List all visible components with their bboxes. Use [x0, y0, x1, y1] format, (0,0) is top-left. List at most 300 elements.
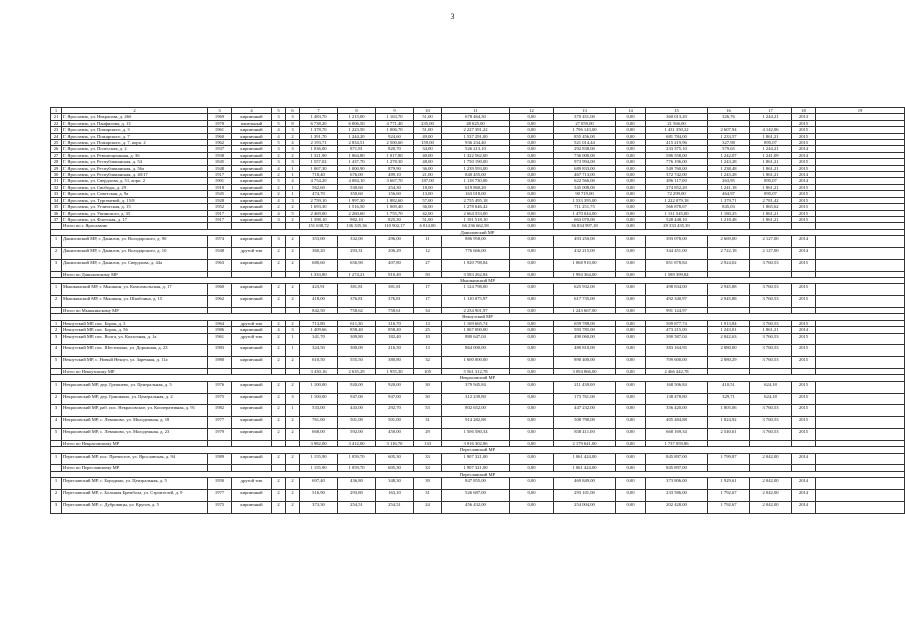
- table-cell: 405 484,88: [646, 417, 708, 429]
- table-cell: 2015: [792, 204, 816, 210]
- table-cell: 0,00: [616, 393, 646, 405]
- table-cell: 1948: [208, 247, 232, 259]
- table-cell: 1 907 321,00: [442, 453, 510, 465]
- table-cell: 2015: [792, 197, 816, 203]
- table-cell: 1: [51, 478, 62, 490]
- table-cell: 936 234,40: [442, 140, 510, 146]
- table-cell: кирпичный: [232, 345, 272, 357]
- table-cell: 530,60: [338, 184, 376, 190]
- table-cell: 443,00: [338, 405, 376, 417]
- table-cell: 2: [286, 501, 300, 513]
- table-cell: 345 008,00: [554, 184, 616, 190]
- table-cell: 2: [272, 172, 286, 178]
- table-cell: 1 824,92: [708, 417, 750, 429]
- table-cell: 0,00: [616, 440, 646, 446]
- table-cell: кирпичный: [232, 284, 272, 296]
- table-cell: 820,70: [376, 146, 414, 152]
- table-cell: 0,00: [510, 184, 554, 190]
- table-cell: 2014: [792, 489, 816, 501]
- table-cell: 4: [51, 417, 62, 429]
- table-row: [51, 236, 905, 248]
- table-cell: 5: [51, 357, 62, 369]
- table-cell: 1 244,21: [750, 146, 792, 152]
- table-cell: 53: [414, 405, 442, 417]
- address-cell: Некоузский МР, пос. Борок, д. 56: [62, 327, 208, 333]
- address-cell: Г. Ярославль, ул. Некрасова, д. 46б: [62, 114, 208, 120]
- table-cell: 1950: [208, 478, 232, 490]
- table-cell: 2014: [792, 152, 816, 158]
- table-cell: 624,18: [750, 393, 792, 405]
- table-cell: 2: [286, 357, 300, 369]
- table-cell: 29: [51, 165, 62, 171]
- table-cell: 501,00: [338, 417, 376, 429]
- table-cell: 1 006,70: [376, 127, 414, 133]
- table-cell: 28: [51, 159, 62, 165]
- table-cell: 2: [272, 296, 286, 308]
- table-cell: 0,00: [616, 165, 646, 171]
- table-cell: 1 036,00: [300, 146, 338, 152]
- table-cell: 57,00: [414, 197, 442, 203]
- table-cell: 309,80: [338, 333, 376, 345]
- table-cell: 381,81: [338, 284, 376, 296]
- table-cell: 2 945,88: [708, 284, 750, 296]
- table-cell: 1962: [208, 140, 232, 146]
- table-cell: кирпичный: [232, 152, 272, 158]
- table-cell: 1 322 562,00: [442, 152, 510, 158]
- table-cell: 456 432,00: [442, 501, 510, 513]
- table-cell: 2015: [792, 120, 816, 126]
- table-cell: 1 861,21: [750, 216, 792, 222]
- table-cell: 1977: [208, 489, 232, 501]
- table-cell: 1 223,50: [338, 127, 376, 133]
- table-cell: 474,70: [300, 191, 338, 197]
- address-cell: Даниловский МР, г. Данилов, ул. Володарского, д. 90: [62, 236, 208, 248]
- table-cell: 31: [414, 417, 442, 429]
- table-cell: 2: [286, 428, 300, 440]
- table-cell: 3 430,16: [300, 368, 338, 374]
- table-cell: 656,90: [338, 259, 376, 271]
- table-cell: 0,00: [616, 368, 646, 374]
- table-cell: 549 760,00: [646, 165, 708, 171]
- table-cell: 0,00: [616, 357, 646, 369]
- table-cell: 697,40: [300, 478, 338, 490]
- table-cell: 432 215,00: [554, 247, 616, 259]
- table-cell: 235,00: [414, 120, 442, 126]
- table-cell: 26: [51, 146, 62, 152]
- table-cell: 0,00: [616, 320, 646, 326]
- table-cell: 316,70: [376, 320, 414, 326]
- address-cell: Некрасовский МР, с. Левашово, ул. Молодежная, д. 23: [62, 428, 208, 440]
- table-cell: 133: [414, 440, 442, 446]
- table-row: [51, 417, 905, 429]
- table-cell: 4 754,20: [300, 178, 338, 184]
- table-cell: 1845: [208, 159, 232, 165]
- table-cell: 0,00: [510, 247, 554, 259]
- table-cell: 34: [51, 197, 62, 203]
- table-cell: кирпичный: [232, 140, 272, 146]
- table-cell: 1983: [208, 345, 232, 357]
- table-cell: 1963: [208, 259, 232, 271]
- table-cell: 3 760,53: [750, 296, 792, 308]
- district-title: Мышкинский МР: [51, 277, 905, 283]
- table-cell: 25: [414, 327, 442, 333]
- table-cell: 879,90: [376, 165, 414, 171]
- table-cell: 0,00: [510, 489, 554, 501]
- table-cell: 555,50: [338, 357, 376, 369]
- table-cell: 0,00: [510, 259, 554, 271]
- table-cell: 49,00: [414, 133, 442, 139]
- table-cell: 2015: [792, 417, 816, 429]
- table-cell: 6 006,50: [338, 120, 376, 126]
- table-cell: 410,51: [708, 381, 750, 393]
- table-cell: 0,00: [510, 146, 554, 152]
- table-cell: 42,00: [414, 210, 442, 216]
- address-cell: Г. Ярославль, ул. Пожарского, д. 7, корп. 2: [62, 140, 208, 146]
- district-title: Переславский МР: [51, 471, 905, 477]
- table-cell: 233 586,00: [646, 489, 708, 501]
- table-cell: 1 391,70: [300, 133, 338, 139]
- table-cell: [816, 284, 905, 296]
- table-cell: 3 667,70: [376, 178, 414, 184]
- table-cell: 4: [272, 210, 286, 216]
- table-cell: 2 042,00: [750, 489, 792, 501]
- table-cell: 592,00: [338, 428, 376, 440]
- table-cell: 2: [272, 259, 286, 271]
- table-cell: кирпичный: [232, 210, 272, 216]
- table-cell: 0,00: [510, 120, 554, 126]
- table-cell: 2015: [792, 345, 816, 357]
- table-row: [51, 345, 905, 357]
- address-cell: Итого по Мышкинскому МР: [62, 307, 208, 313]
- table-cell: 2: [272, 417, 286, 429]
- table-cell: 233 375,10: [646, 146, 708, 152]
- table-cell: 467 713,00: [554, 172, 616, 178]
- table-cell: 1 516,50: [338, 204, 376, 210]
- table-cell: 681 784,00: [646, 133, 708, 139]
- address-cell: Г. Ярославль, ул. Революционная, д. 36: [62, 152, 208, 158]
- address-cell: Переславский МР, пос. Пречистое, ул. Ярославская, д. 94: [62, 453, 208, 465]
- table-cell: 18,00: [414, 184, 442, 190]
- table-row: [51, 478, 905, 490]
- table-cell: 0,00: [510, 320, 554, 326]
- table-cell: другой тип: [232, 333, 272, 345]
- table-cell: кирпичный: [232, 146, 272, 152]
- table-cell: 30: [414, 393, 442, 405]
- table-cell: 2: [286, 478, 300, 490]
- table-cell: 0,00: [510, 204, 554, 210]
- table-cell: кирпичный: [232, 501, 272, 513]
- district-title: Переславский МР: [51, 447, 905, 453]
- table-cell: 886 958,00: [442, 236, 510, 248]
- table-cell: 0,00: [510, 236, 554, 248]
- table-cell: 1 100,00: [300, 381, 338, 393]
- table-cell: 3 412,00: [338, 440, 376, 446]
- table-cell: 0,00: [616, 140, 646, 146]
- address-cell: Некрасовский МР, дер. Грешнево, ул. Центральная, д. 5: [62, 381, 208, 393]
- table-cell: 30: [414, 381, 442, 393]
- address-cell: Даниловский МР, г. Данилов, ул. Володарского, д. 10: [62, 247, 208, 259]
- table-cell: [816, 296, 905, 308]
- table-cell: 3: [286, 393, 300, 405]
- table-cell: 3: [272, 236, 286, 248]
- column-number-cell: 12: [510, 108, 554, 114]
- table-cell: 914 282,88: [442, 417, 510, 429]
- table-cell: 2: [286, 453, 300, 465]
- table-cell: 450,00: [376, 428, 414, 440]
- table-cell: 1: [51, 284, 62, 296]
- table-cell: 168 506,84: [646, 381, 708, 393]
- table-cell: 2015: [792, 210, 816, 216]
- table-cell: 1945: [208, 191, 232, 197]
- table-cell: 329,71: [708, 393, 750, 405]
- table-cell: 1 110 075,97: [442, 296, 510, 308]
- table-cell: 709 600,00: [646, 357, 708, 369]
- table-cell: 840 455,00: [442, 172, 510, 178]
- table-cell: 4: [51, 345, 62, 357]
- table-cell: 0,00: [510, 223, 554, 229]
- table-cell: 105: [414, 368, 442, 374]
- table-cell: 2: [272, 393, 286, 405]
- table-cell: 2: [272, 152, 286, 158]
- table-cell: 895,07: [750, 140, 792, 146]
- table-cell: 605,30: [376, 465, 414, 471]
- address-cell: Даниловский МР, г. Данилов, ул. Свердлова, д. 44а: [62, 259, 208, 271]
- table-cell: 845 897,00: [646, 465, 708, 471]
- table-cell: другой тип: [232, 320, 272, 326]
- table-cell: 3 982,00: [300, 440, 338, 446]
- table-cell: 1: [51, 320, 62, 326]
- table-cell: 2014: [792, 146, 816, 152]
- table-cell: 0,00: [510, 216, 554, 222]
- table-cell: 376,81: [338, 296, 376, 308]
- table-cell: 0,00: [616, 159, 646, 165]
- table-cell: 2 669,00: [708, 236, 750, 248]
- table-cell: 0,00: [616, 152, 646, 158]
- district-title: Некрасовский МР: [51, 375, 905, 381]
- table-cell: 344 451,00: [646, 247, 708, 259]
- table-cell: 1 067 000,00: [442, 327, 510, 333]
- table-cell: 2014: [792, 478, 816, 490]
- column-number-cell: 9: [376, 108, 414, 114]
- table-cell: 1952: [208, 204, 232, 210]
- table-cell: 676,00: [338, 172, 376, 178]
- table-cell: [816, 393, 905, 405]
- table-cell: 0,00: [510, 140, 554, 146]
- table-cell: 1: [51, 381, 62, 393]
- table-cell: 1 000,90: [338, 165, 376, 171]
- table-cell: 2: [286, 296, 300, 308]
- district-title: Даниловский МР: [51, 229, 905, 235]
- table-cell: 871,81: [338, 146, 376, 152]
- table-cell: 2015: [792, 133, 816, 139]
- table-cell: 973 994,00: [554, 159, 616, 165]
- table-cell: 3 094 866,00: [554, 368, 616, 374]
- table-cell: 920,00: [338, 381, 376, 393]
- table-cell: 713,80: [300, 320, 338, 326]
- table-cell: 2: [286, 381, 300, 393]
- table-cell: 415 219,96: [646, 140, 708, 146]
- table-cell: 3: [272, 216, 286, 222]
- table-cell: кирпичный: [232, 178, 272, 184]
- column-number-cell: 10: [414, 108, 442, 114]
- table-cell: 380,80: [376, 357, 414, 369]
- table-cell: 1 222 079,18: [646, 197, 708, 203]
- table-cell: 1 750 190,00: [442, 159, 510, 165]
- table-cell: 1 243,28: [708, 159, 750, 165]
- table-row: [51, 428, 905, 440]
- table-cell: 0,00: [616, 271, 646, 277]
- table-cell: 1979: [208, 428, 232, 440]
- table-row: [51, 501, 905, 513]
- table-cell: 0,00: [616, 191, 646, 197]
- table-cell: 2 193,71: [300, 140, 338, 146]
- table-cell: кирпичный: [232, 327, 272, 333]
- table-cell: 2: [51, 247, 62, 259]
- table-cell: 464,97: [708, 191, 750, 197]
- table-cell: 689 833,00: [554, 165, 616, 171]
- table-cell: 0,00: [510, 453, 554, 465]
- table-cell: 353,00: [300, 236, 338, 248]
- table-cell: 24: [414, 501, 442, 513]
- table-cell: 29 333 435,39: [646, 223, 708, 229]
- table-cell: 528 448,10: [646, 216, 708, 222]
- table-cell: [816, 381, 905, 393]
- table-cell: 2: [272, 191, 286, 197]
- table-cell: 1 278 646,42: [442, 204, 510, 210]
- table-cell: 498 834,00: [646, 284, 708, 296]
- table-cell: 24: [51, 133, 62, 139]
- column-number-cell: 17: [750, 108, 792, 114]
- table-cell: 3: [286, 159, 300, 165]
- table-cell: 1 059,70: [338, 465, 376, 471]
- table-cell: 48 625,00: [442, 120, 510, 126]
- table-cell: 2015: [792, 159, 816, 165]
- table-cell: 254,51: [338, 501, 376, 513]
- table-cell: 50: [414, 271, 442, 277]
- table-cell: 1: [286, 345, 300, 357]
- address-cell: Г. Ярославль, ул. Тургеневой, д. 15/8: [62, 197, 208, 203]
- address-cell: Некоузский МР, пос. Шестихино, ул. Дорожная, д. 23: [62, 345, 208, 357]
- table-cell: кирпичный: [232, 453, 272, 465]
- table-cell: 407,80: [376, 259, 414, 271]
- table-cell: 1986: [208, 327, 232, 333]
- table-cell: 1 191 518,10: [442, 216, 510, 222]
- table-cell: 1 431 350,22: [646, 127, 708, 133]
- table-cell: 0,00: [616, 381, 646, 393]
- table-cell: 2: [272, 320, 286, 326]
- table-cell: 2 234 901,97: [442, 307, 510, 313]
- table-cell: 5: [272, 140, 286, 146]
- table-cell: 1 100,00: [300, 393, 338, 405]
- column-number-cell: 4: [232, 108, 272, 114]
- table-cell: 1917: [208, 210, 232, 216]
- table-cell: 2015: [792, 405, 816, 417]
- table-cell: 1918: [208, 184, 232, 190]
- table-cell: 776 666,00: [442, 247, 510, 259]
- table-cell: 0,00: [510, 368, 554, 374]
- table-cell: 2 540,61: [708, 428, 750, 440]
- table-cell: 1961: [208, 127, 232, 133]
- table-cell: 27 059,00: [554, 120, 616, 126]
- table-cell: 206,29: [376, 247, 414, 259]
- table-cell: 17: [414, 284, 442, 296]
- table-cell: 1 163,70: [376, 114, 414, 120]
- column-number-cell: 8: [338, 108, 376, 114]
- table-cell: 2014: [792, 501, 816, 513]
- table-cell: 2: [272, 247, 286, 259]
- table-cell: 2: [286, 152, 300, 158]
- table-cell: 2015: [792, 333, 816, 345]
- table-cell: 1 792,67: [708, 501, 750, 513]
- column-number-cell: 5: [272, 108, 286, 114]
- table-cell: 947,00: [376, 393, 414, 405]
- table-cell: 90 719,00: [554, 191, 616, 197]
- table-cell: 163,10: [376, 489, 414, 501]
- table-row: [51, 381, 905, 393]
- table-cell: 718,40: [300, 172, 338, 178]
- table-cell: 2: [272, 345, 286, 357]
- table-cell: 29: [414, 428, 442, 440]
- table-cell: [816, 478, 905, 490]
- table-cell: 151 638,72: [300, 223, 338, 229]
- table-cell: 2 466 442,78: [646, 368, 708, 374]
- table-cell: 761,00: [300, 417, 338, 429]
- table-cell: 0,00: [510, 271, 554, 277]
- table-cell: 847 855,00: [442, 478, 510, 490]
- table-cell: 492 340,97: [646, 296, 708, 308]
- table-cell: 624,18: [750, 381, 792, 393]
- table-cell: 1 437,70: [338, 159, 376, 165]
- table-cell: 0,00: [510, 114, 554, 120]
- table-cell: 1980: [208, 357, 232, 369]
- table-cell: 1 118 730,00: [442, 178, 510, 184]
- table-cell: 0,00: [510, 172, 554, 178]
- table-cell: другой тип: [232, 247, 272, 259]
- table-cell: 48,00: [414, 159, 442, 165]
- table-cell: 776 196,00: [646, 159, 708, 165]
- table-cell: 1 242,07: [708, 152, 750, 158]
- table-cell: 825,30: [376, 216, 414, 222]
- table-cell: 1960: [208, 284, 232, 296]
- table-cell: 1 378,70: [300, 127, 338, 133]
- table-cell: 1 274,21: [338, 271, 376, 277]
- table-cell: 0,00: [510, 191, 554, 197]
- table-cell: 895,07: [750, 178, 792, 184]
- column-number-cell: 19: [816, 108, 905, 114]
- table-cell: 1 737 059,86: [646, 440, 708, 446]
- table-cell: 2 755 495,18: [442, 197, 510, 203]
- address-cell: Некрасовский МР, с. Левашово, ул. Молодежная, д. 18: [62, 417, 208, 429]
- table-cell: 489,10: [376, 172, 414, 178]
- table-cell: 0,00: [510, 327, 554, 333]
- table-cell: 1978: [208, 120, 232, 126]
- table-cell: 159,00: [414, 140, 442, 146]
- table-cell: 11: [414, 236, 442, 248]
- table-cell: 2015: [792, 381, 816, 393]
- table-cell: 3: [286, 197, 300, 203]
- table-cell: 1 882,60: [376, 197, 414, 203]
- table-cell: 2 469,00: [300, 210, 338, 216]
- table-cell: 2 227 391,22: [442, 127, 510, 133]
- table-cell: 0,00: [510, 501, 554, 513]
- table-cell: [816, 247, 905, 259]
- table-cell: [816, 345, 905, 357]
- table-cell: 3: [286, 127, 300, 133]
- table-cell: 10: [414, 333, 442, 345]
- table-cell: кирпичный: [232, 184, 272, 190]
- table-cell: 2015: [792, 191, 816, 197]
- address-cell: Итого по Даниловскому МР: [62, 271, 208, 277]
